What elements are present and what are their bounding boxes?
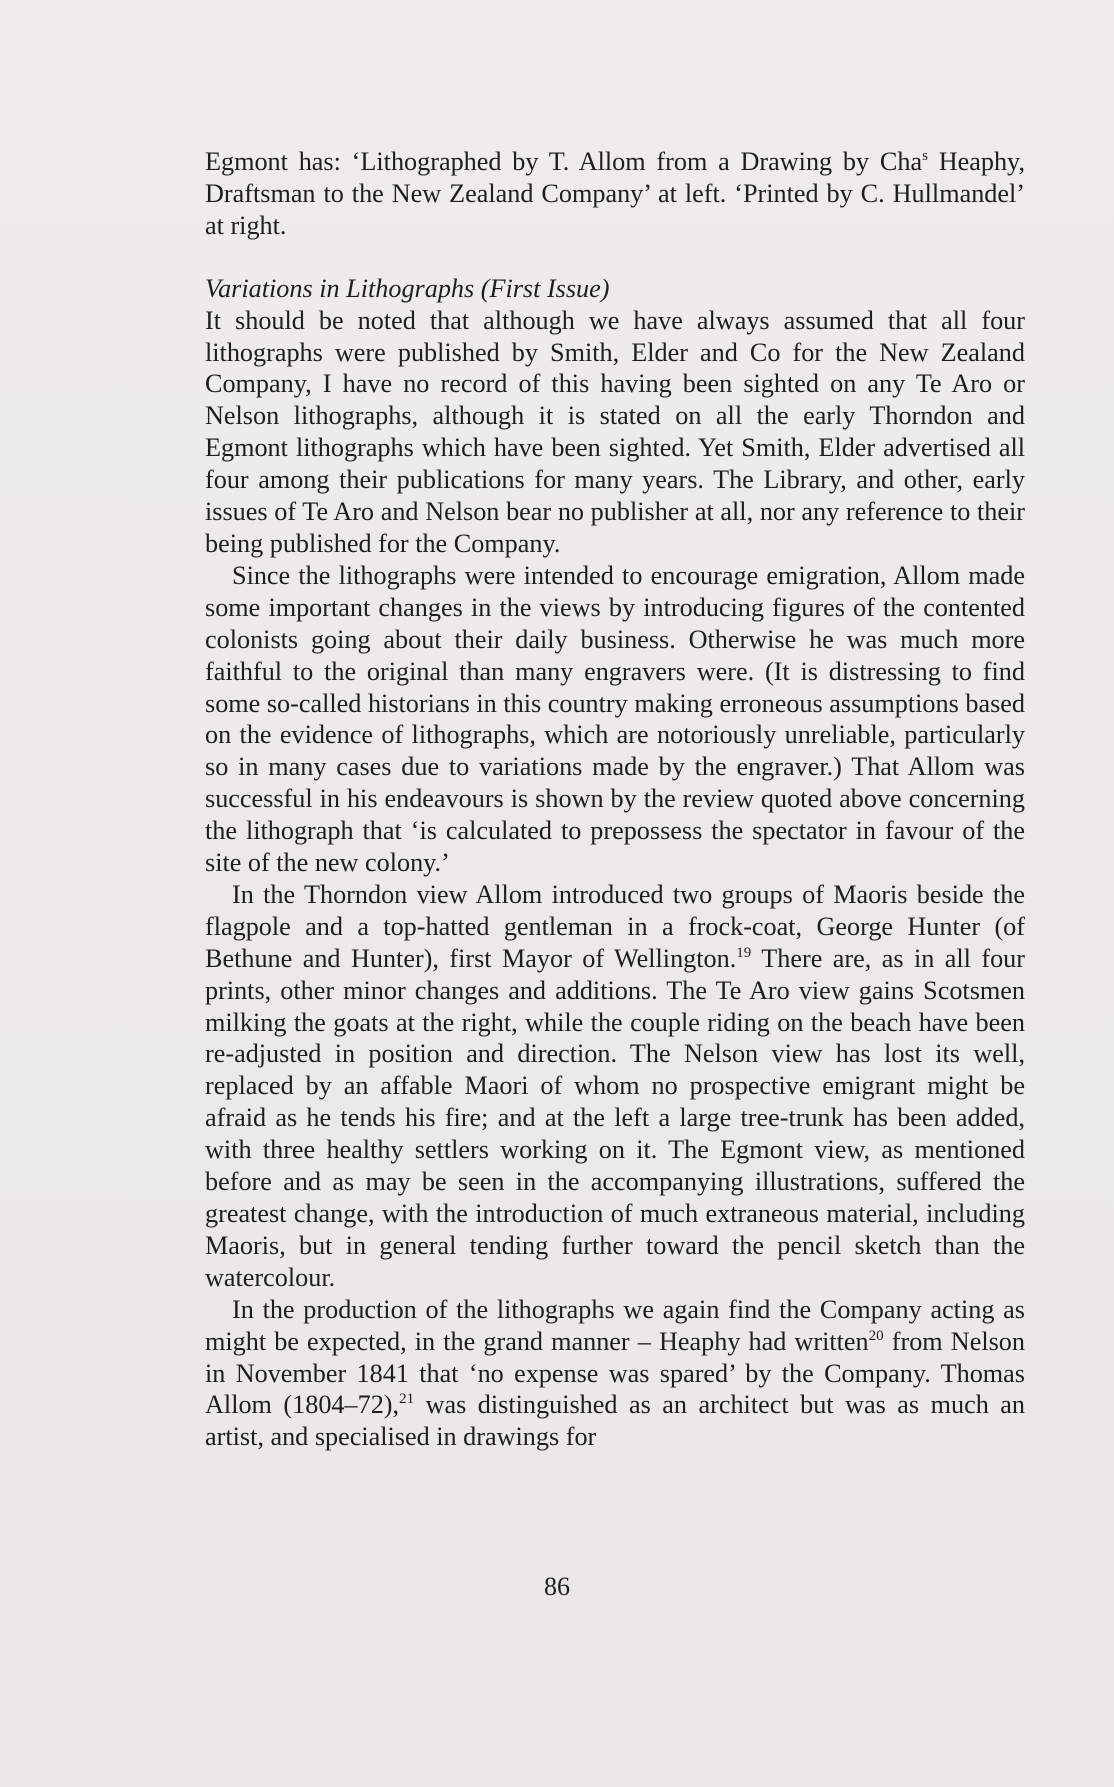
paragraph-egmont-inscription	[205, 146, 1025, 242]
paragraph-production	[205, 1294, 1025, 1454]
text-run: was distinguished as an architect but was as much an artist, and specialised in drawings for	[205, 1390, 1025, 1452]
superscript: s	[922, 148, 928, 164]
paragraph-publishers: It should be noted that although we have always assumed that all four lithographs were published by Smith, Elder and Co for the New Zealand Company, I have no record of this having been sighted on any Te Aro or Nelson lithographs, although it is stated on all the early Thorndon and Egmont lithographs which have been sighted. Yet Smith, Elder advertised all four among their publications for many years. The Library, and other, early issues of Te Aro and Nelson bear no publisher at all, nor any reference to their being published for the Company.	[205, 305, 1025, 558]
text-run: In the Thorndon view Allom introduced two groups of Maoris beside the flagpole and a top-hatted gentleman in a frock-coat, George Hunter (of Bethune and Hunter), first Mayor of Wellington.	[205, 879, 1025, 973]
text-run: Egmont has: ‘Lithographed by T. Allom from a Drawing by Cha	[205, 147, 923, 176]
footnote-ref-20: 20	[868, 1327, 884, 1344]
footnote-ref-21: 21	[399, 1391, 415, 1408]
paragraph-thorndon-view	[205, 879, 1025, 1294]
section-heading: Variations in Lithographs (First Issue)	[205, 273, 610, 303]
text-run: There are, as in all four prints, other minor changes and additions. The Te Aro view gains Scotsmen milking the goats at the right, while the couple riding on the beach have been re-adjusted in position and direction. The Nelson view has lost its well, replaced by an affable Maori of whom no prospective emigrant might be afraid as he tends his fire; and at the left a large tree-trunk has been added, with three healthy settlers working on it. The Egmont view, as mentioned before and as may be seen in the accompanying illustrations, suffered the greatest change, with the introduction of much extraneous material, including Maoris, but in general tending further toward the pencil sketch than the watercolour.	[205, 943, 1025, 1292]
text-run: from Nelson in November 1841 that ‘no expense was spared’ by the Company. Thomas Allom (1804–72),	[205, 1326, 1025, 1420]
page-number: 86	[544, 1572, 570, 1601]
paragraph-allom-changes: Since the lithographs were intended to encourage emigration, Allom made some important changes in the views by introducing figures of the contented colonists going about their daily business. Otherwise he was much more faithful to the original than many engravers were. (It is distressing to find some so-called historians in this country making erroneous assumptions based on the evidence of lithographs, which are notoriously unreliable, particularly so in many cases due to variations made by the engraver.) That Allom was successful in his endeavours is shown by the review quoted above concerning the lithograph that ‘is calculated to prepossess the spectator in favour of the site of the new colony.’	[205, 560, 1025, 878]
body-text	[205, 146, 1025, 1453]
footnote-ref-19: 19	[736, 944, 752, 961]
text-run: In the production of the lithographs we again find the Company acting as might be expected, in the grand manner – Heaphy had written	[205, 1294, 1025, 1356]
text-run: Heaphy, Draftsman to the New Zealand Company’ at left. ‘Printed by C. Hullmandel’ at right.	[205, 147, 1025, 240]
